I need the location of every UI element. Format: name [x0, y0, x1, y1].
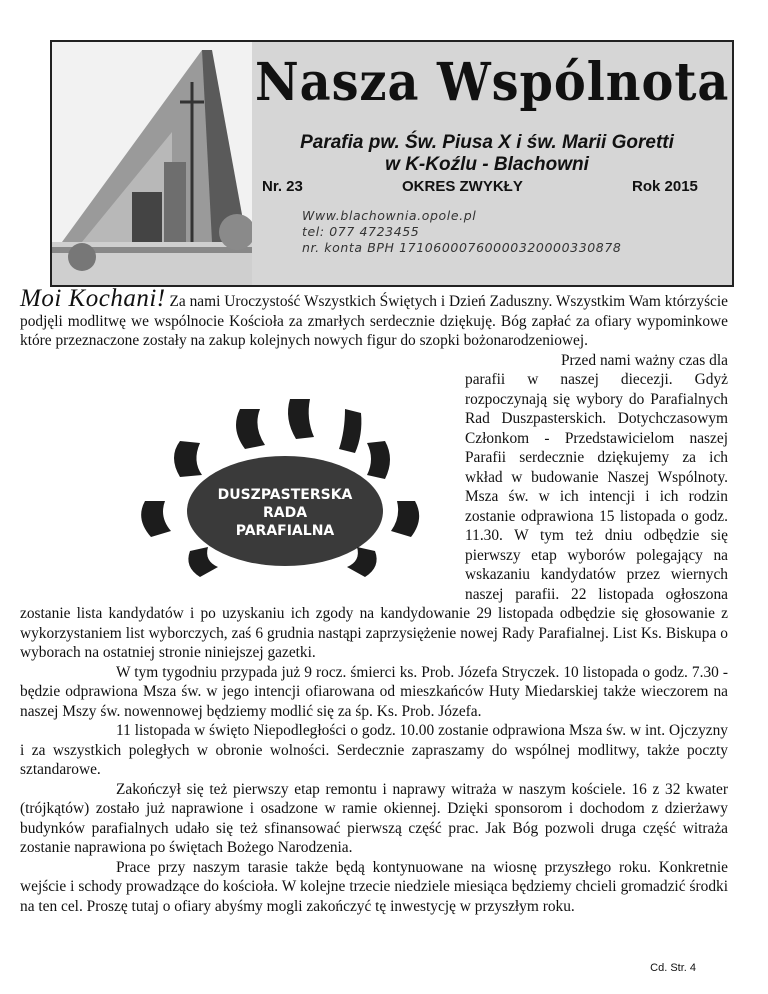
church-photo: [52, 42, 252, 285]
parish-line-1: Parafia pw. Św. Piusa X i św. Marii Goretti: [300, 132, 674, 153]
salutation: Moi Kochani!: [20, 285, 166, 312]
continued-on-page: Cd. Str. 4: [650, 962, 696, 974]
website-link[interactable]: Www.blachownia.opole.pl: [302, 208, 477, 223]
paragraph-1-text: Za nami Uroczystość Wszystkich Świętych i Dzień Zaduszny. Wszystkim Wam którzyście podjęli modlitwę we wspólnocie Kościoła za zmarłych serdecznie dziękuję. Bóg zapłać za ofiary wypominkowe które przeznaczone zostały na zakup kolejnych nowych figur do szopki bożonarodzeniowej.: [20, 293, 728, 349]
church-illustration: [52, 42, 252, 285]
paragraph-2-text: Przed nami ważny czas dla parafii w naszej diecezji. Gdyż rozpoczynają się wybory do Parafialnych Rad Duszpasterskich. Dotychczasowym Członkom - Przedstawicielom naszej Parafii serdecznie dziękujemy za ich wkład w budowanie Naszej Wspólnoty. Msza św. w ich intencji i ich rodzin zostanie odprawiona 15 listopada o godz. 11.30. W tym też dniu odbędzie się pierwszy etap wyborów polegający na wskazaniu kandydatów przez wiernych naszej parafii. 22 listopada ogłoszona zostanie lista kandydatów i po uzyskaniu ich zgody na kandydowanie 29 listopada odbędzie się głosowanie z wykorzystaniem list wyborczych, zaś 6 grudnia nastąpi zaprzysiężenie nowej Rady Parafialnej. List Ks. Biskupa o wyborach na ostatniej stronie niniejszej gazetki.: [20, 351, 728, 661]
graphic-label-3: PARAFIALNA: [235, 522, 335, 539]
issue-year: Rok 2015: [632, 178, 698, 195]
graphic-label-1: DUSZPASTERSKA: [217, 486, 353, 503]
contact-info: [302, 208, 621, 256]
article-paragraph-3: W tym tygodniu przypada już 9 rocz. śmierci ks. Prob. Józefa Stryczek. 10 listopada o godz. 7.30 - będzie odprawiona Msza św. w jego intencji ofiarowana od mieszkańców Huty Miedarskiej także wieczorem na naszej Mszy św. nowennowej będziemy modlić się za śp. Ks. Prob. Józefa.: [20, 663, 728, 720]
phone-number: tel: 077 4723455: [302, 224, 420, 239]
parish-council-graphic: [20, 391, 465, 587]
newsletter-title: Nasza Wspólnota: [255, 52, 730, 113]
main-article: [20, 285, 728, 916]
bank-account: nr. konta BPH 17106000760000320000330878: [302, 240, 622, 255]
liturgical-season: OKRES ZWYKŁY: [402, 178, 523, 195]
issue-number: Nr. 23: [262, 178, 303, 195]
article-paragraph-4: 11 listopada w święto Niepodległości o godz. 10.00 zostanie odprawiona Msza św. w int. Ojczyzny i za wszystkich poległych w obronie wolności. Serdecznie zapraszamy do wspólnej modlitwy, także poczty sztandarowe.: [20, 722, 728, 778]
article-paragraph-6: Prace przy naszym tarasie także będą kontynuowane na wiosnę przyszłego roku. Konkretnie wejście i schody prowadzące do kościoła. W kolejne trzecie niedziele miesiąca będziemy chcieli gromadzić środki na ten cel. Proszę tutaj o ofiary abyśmy mogli zakończyć tę inwestycję w przyszłym roku.: [20, 858, 728, 915]
masthead: [50, 40, 734, 287]
article-paragraph-1: [20, 285, 728, 351]
parish-line-2: w K-Koźlu - Blachowni: [385, 154, 589, 175]
article-paragraph-5: Zakończył się też pierwszy etap remontu i naprawy witraża w naszym kościele. 16 z 32 kwater (trójkątów) zostało już naprawione i osadzone w ramie okiennej. Dzięki sponsorom i dochodom z dzierżawy budynków parafialnych udało się też sfinansować pierwszą część prac. Jak Bóg pozwoli druga część witraża zostanie naprawiona po świętach Bożego Narodzenia.: [20, 780, 728, 856]
article-paragraph-2: [20, 351, 728, 663]
council-table-illustration: [120, 391, 445, 587]
graphic-label-2: RADA: [262, 504, 308, 521]
parish-name: [242, 132, 732, 176]
